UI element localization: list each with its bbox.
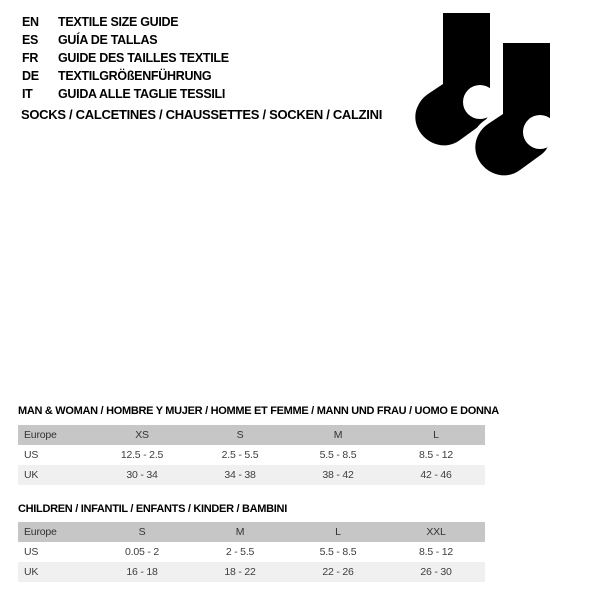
table-header-row	[18, 522, 485, 542]
region-cell: UK	[24, 469, 39, 481]
value-cell: 18 - 22	[224, 566, 256, 578]
value-cell: 12.5 - 2.5	[120, 449, 164, 461]
category-heading: SOCKS / CALCETINES / CHAUSSETTES / SOCKEN / CALZINI	[21, 107, 383, 122]
language-row-de	[22, 67, 229, 85]
column-header: XS	[135, 429, 149, 441]
language-label: TEXTILE SIZE GUIDE	[58, 15, 179, 29]
column-header: M	[333, 429, 343, 441]
value-cell: 22 - 26	[322, 566, 354, 578]
value-cell: 8.5 - 12	[418, 546, 453, 558]
size-table-children	[18, 503, 485, 582]
value-cell: 26 - 30	[420, 566, 452, 578]
language-row-it	[22, 85, 229, 103]
value-cell: 2.5 - 5.5	[221, 449, 259, 461]
language-code: DE	[22, 69, 39, 83]
table-row	[18, 542, 485, 562]
table-row	[18, 465, 485, 485]
language-list	[22, 13, 229, 103]
region-cell: US	[24, 449, 39, 461]
socks-icon	[398, 10, 568, 190]
language-code: EN	[22, 15, 39, 29]
column-header: M	[235, 526, 245, 538]
size-table	[18, 425, 485, 485]
column-header: S	[236, 429, 244, 441]
language-row-fr	[22, 49, 229, 67]
column-header: L	[335, 526, 341, 538]
language-label: GUÍA DE TALLAS	[58, 33, 158, 47]
column-header: S	[138, 526, 146, 538]
value-cell: 2 - 5.5	[225, 546, 255, 558]
table-header-row	[18, 425, 485, 445]
language-row-en	[22, 13, 229, 31]
region-cell: UK	[24, 566, 39, 578]
language-row-es	[22, 31, 229, 49]
value-cell: 5.5 - 8.5	[319, 449, 357, 461]
language-code: FR	[22, 51, 39, 65]
table-row	[18, 445, 485, 465]
value-cell: 34 - 38	[224, 469, 256, 481]
value-cell: 8.5 - 12	[418, 449, 453, 461]
column-header: Europe	[24, 429, 57, 441]
table-title: CHILDREN / INFANTIL / ENFANTS / KINDER / BAMBINI	[18, 503, 287, 515]
region-cell: US	[24, 546, 39, 558]
column-header: L	[433, 429, 439, 441]
language-code: IT	[22, 87, 33, 101]
value-cell: 38 - 42	[322, 469, 354, 481]
table-title: MAN & WOMAN / HOMBRE Y MUJER / HOMME ET FEMME / MANN UND FRAU / UOMO E DONNA	[18, 405, 499, 417]
column-header: Europe	[24, 526, 57, 538]
language-code: ES	[22, 33, 39, 47]
value-cell: 5.5 - 8.5	[319, 546, 357, 558]
language-label: GUIDA ALLE TAGLIE TESSILI	[58, 87, 226, 101]
language-label: TEXTILGRÖßENFÜHRUNG	[58, 69, 212, 83]
column-header: XXL	[426, 526, 446, 538]
value-cell: 42 - 46	[420, 469, 452, 481]
language-label: GUIDE DES TAILLES TEXTILE	[58, 51, 229, 65]
table-row	[18, 562, 485, 582]
value-cell: 16 - 18	[126, 566, 158, 578]
size-table	[18, 522, 485, 582]
value-cell: 0.05 - 2	[124, 546, 159, 558]
size-table-man-woman	[18, 405, 499, 485]
value-cell: 30 - 34	[126, 469, 158, 481]
